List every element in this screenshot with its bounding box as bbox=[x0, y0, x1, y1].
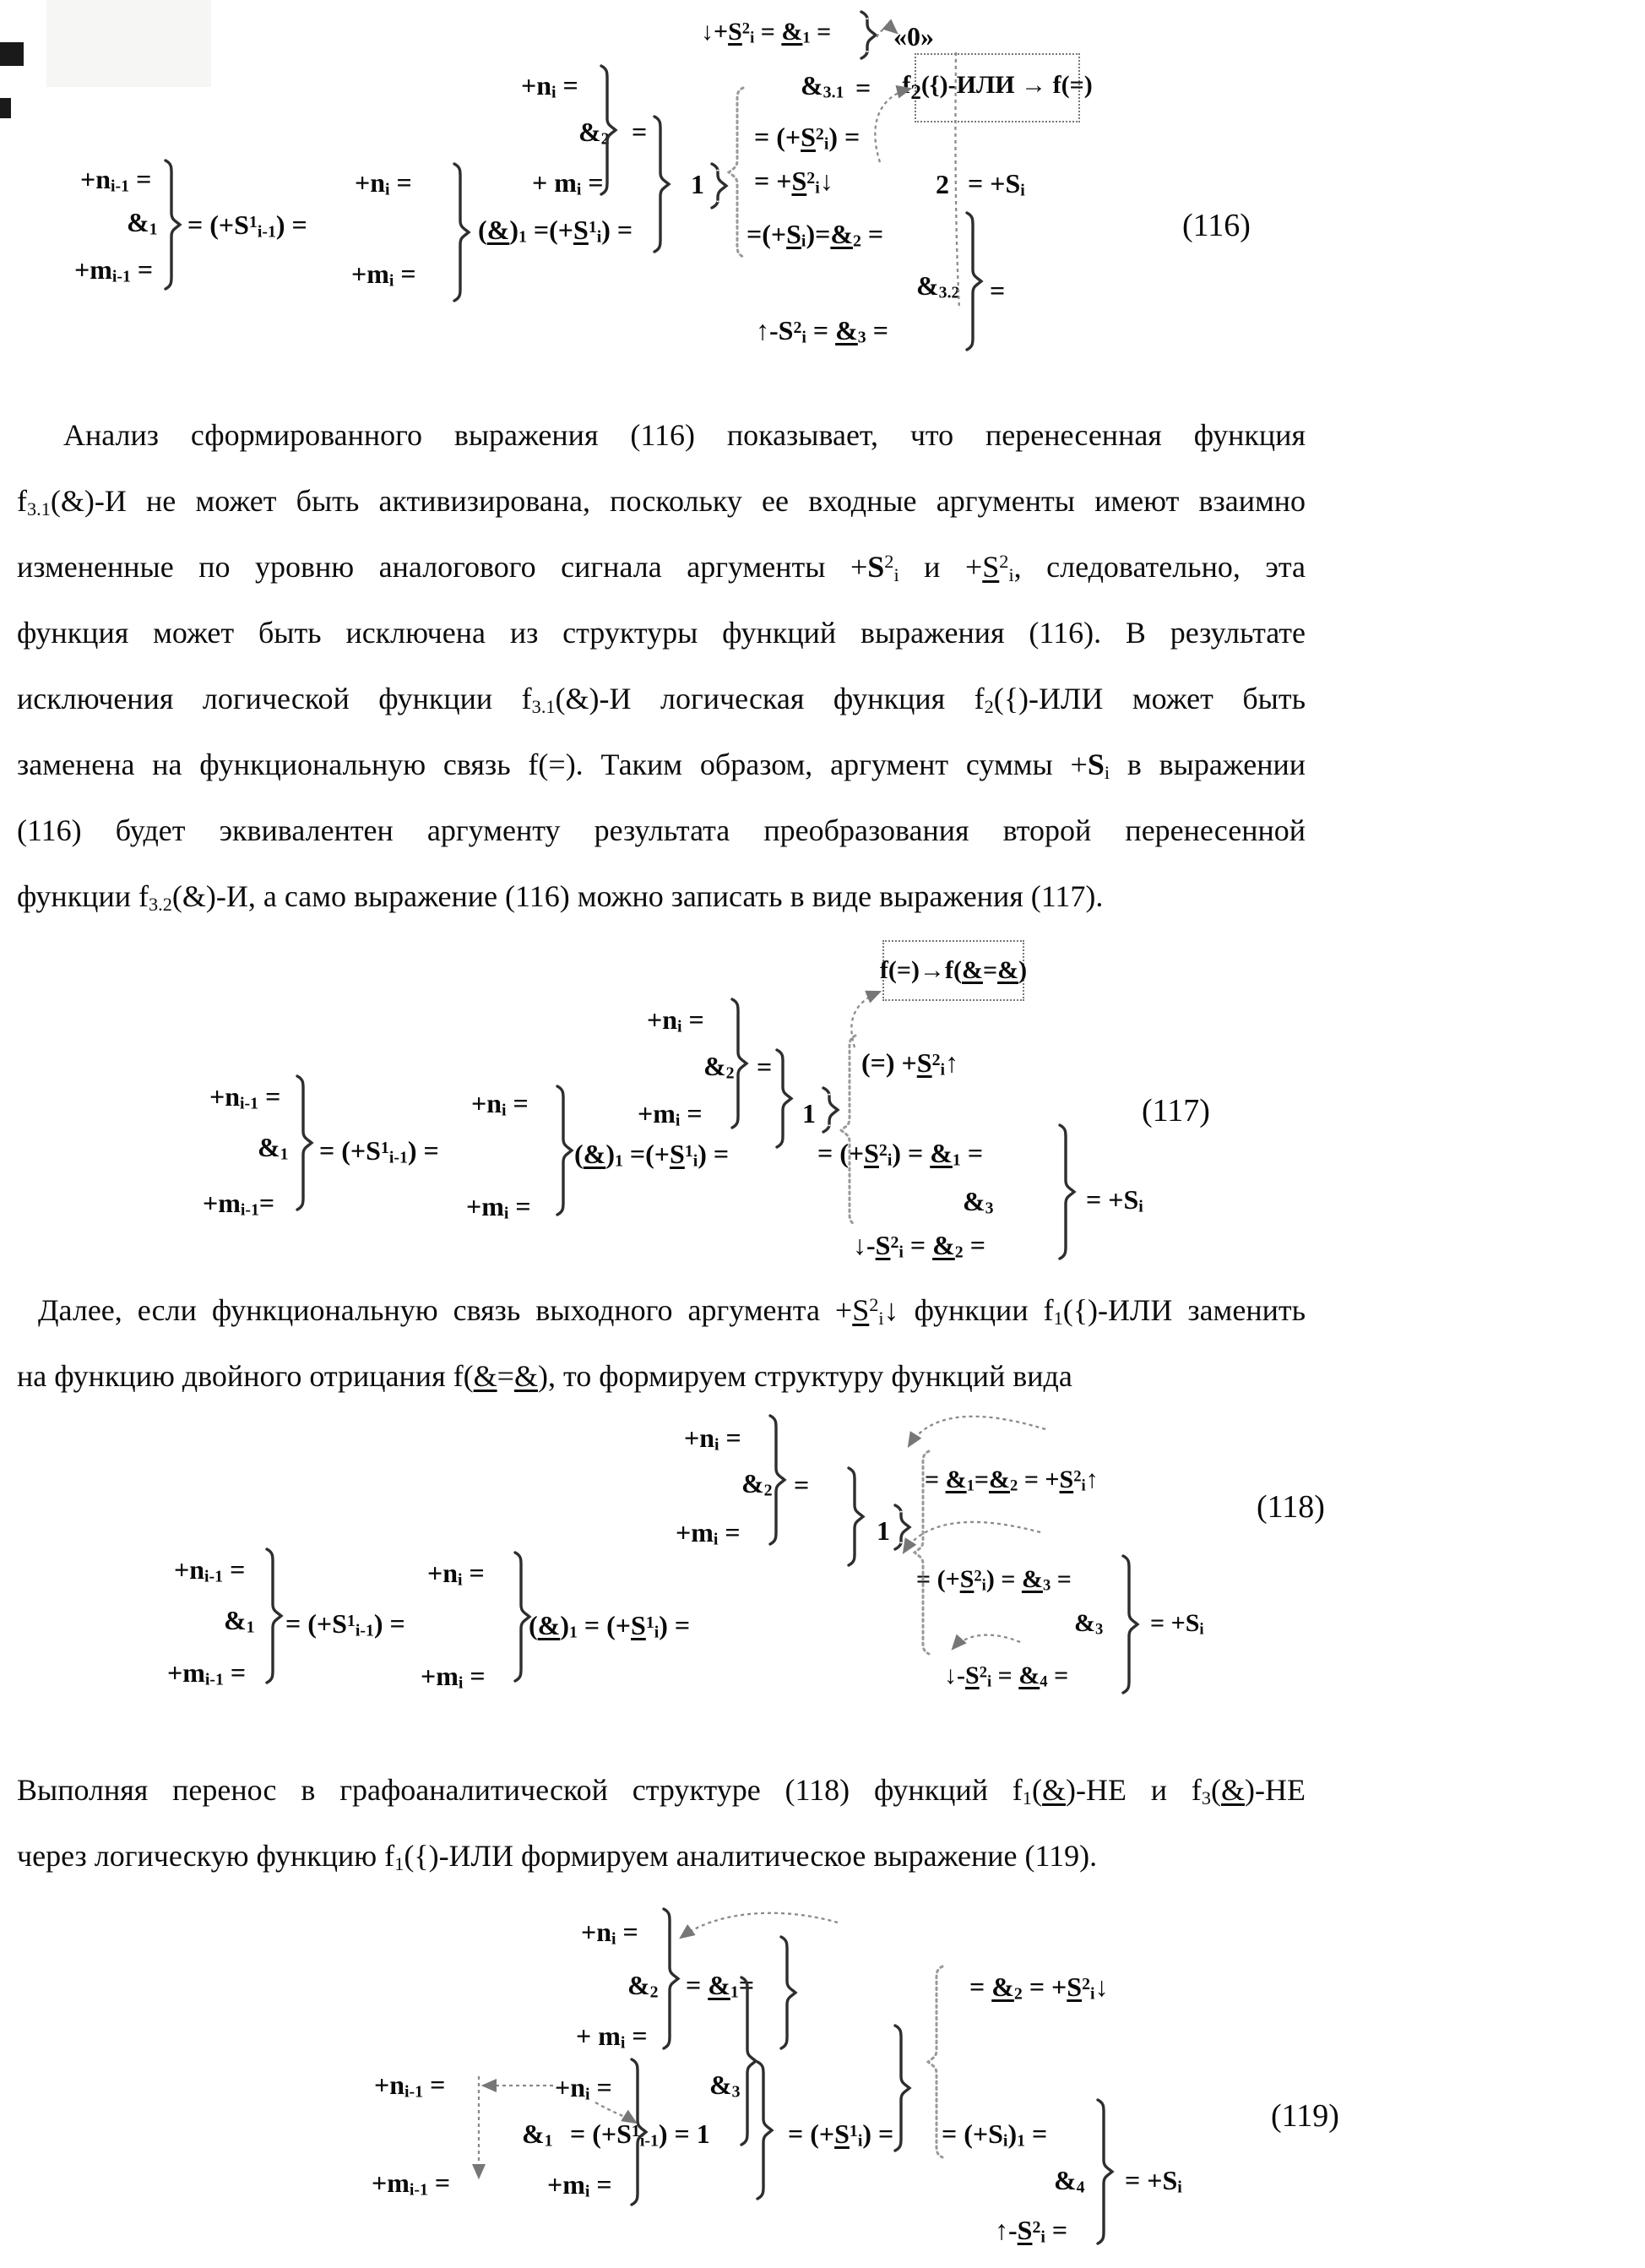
formula-token: $\&_3$ bbox=[709, 2069, 741, 2102]
curly-brace bbox=[515, 1553, 529, 1681]
formula-token: = $(+S^1_i)$ = bbox=[788, 2118, 894, 2151]
formula-token: 2 bbox=[936, 169, 949, 199]
paragraph-line: исключения логической функции $f_{3.1}(\&)-И$ логическая функция $f_2(\{)$-ИЛИ может быть bbox=[17, 682, 1306, 718]
equation-number: (117) bbox=[1142, 1093, 1210, 1129]
formula-token: $+m_i$ = bbox=[421, 1661, 486, 1693]
formula-token: $+n_i$ = bbox=[647, 1004, 704, 1036]
formula-token: (=) $+S^2_i↑$ bbox=[861, 1047, 959, 1080]
formula-token: $\&_{3.1}$ bbox=[801, 70, 844, 102]
curly-brace bbox=[777, 1050, 791, 1147]
formula-token: = $(+S^1_{i-1})$ = bbox=[319, 1135, 439, 1167]
formula-token: $+n_i$ = bbox=[471, 1088, 529, 1120]
paragraph-line: функция может быть исключена из структуры функций выражения (116). В результате bbox=[17, 616, 1306, 650]
formula-token: $\&_3$ bbox=[1074, 1609, 1104, 1639]
paragraph-line: заменена на функциональную связь f(=). Таким образом, аргумент суммы $+S_i$ в выражении bbox=[17, 748, 1306, 784]
formula-token: $+n_i$ = bbox=[427, 1558, 485, 1590]
formula-token: = bbox=[632, 117, 648, 147]
curly-brace bbox=[823, 1088, 838, 1132]
formula-token: = $(+S^2_i)$ = $\&_3$ = bbox=[916, 1565, 1072, 1595]
annotation-text: $f_2(\{)$-ИЛИ → f(=) bbox=[902, 71, 1093, 104]
formula-token: $+m_i$ = bbox=[676, 1517, 741, 1549]
formula-token: = $+S_i$ bbox=[968, 168, 1025, 200]
formula-token: $+m_{i-1}=$ bbox=[203, 1188, 275, 1220]
curly-brace bbox=[664, 1909, 678, 2048]
paragraph-line: на функцию двойного отрицания f(&=&), то формируем структуру функций вида bbox=[17, 1359, 1072, 1393]
formula-token: $+n_i$ = bbox=[684, 1422, 741, 1455]
curly-brace bbox=[267, 1549, 281, 1683]
curly-brace bbox=[781, 1937, 795, 2048]
scan-artifact bbox=[46, 0, 211, 87]
formula-token: = bbox=[855, 73, 871, 103]
formula-token: = $+S_i$ bbox=[1086, 1184, 1143, 1216]
curly-brace bbox=[1060, 1125, 1074, 1259]
formula-token: $(\&)_1 =(+S^1_i)$ = bbox=[574, 1139, 730, 1171]
formula-token: $\&_3$ bbox=[963, 1186, 994, 1218]
curly-brace bbox=[741, 1977, 756, 2145]
equation-number: (116) bbox=[1182, 208, 1251, 243]
dotted-brace bbox=[928, 1966, 942, 2157]
formula-token: $+n_i$ = bbox=[521, 70, 578, 102]
paragraph-line: $f_{3.1}(\&)-И$ не может быть активизирована, поскольку ее входные аргументы имеют взаимно bbox=[17, 484, 1306, 520]
formula-token: 1 bbox=[691, 169, 704, 199]
formula-token: = $(+S_i)_1$ = bbox=[942, 2118, 1048, 2151]
formula-token: + $m_i$ = bbox=[576, 2021, 648, 2053]
curly-brace bbox=[895, 2026, 909, 2151]
formula-token: $\&_1$ bbox=[522, 2118, 553, 2151]
paragraph-line: измененные по уровню аналогового сигнала аргументы $+S^2_i$ $и +S^2_i$, следовательно, эта bbox=[17, 550, 1306, 586]
formula-token: $\&_2$ bbox=[741, 1468, 773, 1500]
formula-token: = $\&_1=\&_2$ = $+S^2_i↑$ bbox=[925, 1466, 1099, 1495]
curly-brace bbox=[654, 117, 669, 252]
dashed-arrow bbox=[904, 1522, 1040, 1553]
formula-token: $+m_{i-1}$ = bbox=[167, 1657, 247, 1689]
paragraph-line: Выполняя перенос в графоаналитической структуре (118) функций $f_1(\&)-НЕ$ и $f_3(\&)-НЕ$ bbox=[17, 1773, 1306, 1809]
formula-token: $\&_2$ bbox=[578, 117, 610, 149]
paragraph-line: Анализ сформированного выражения (116) показывает, что перенесенная функция bbox=[63, 418, 1306, 452]
formula-token: $+n_{i-1}$ = bbox=[209, 1081, 281, 1113]
formula-token: 1 bbox=[802, 1098, 816, 1129]
formula-token: $+n_i$ = bbox=[355, 167, 412, 199]
formula-token: = $\&_1=$ bbox=[686, 1970, 755, 2002]
curly-brace bbox=[895, 1505, 909, 1549]
equation-number: (118) bbox=[1257, 1489, 1325, 1525]
formula-token: $+m_i$ = bbox=[351, 258, 416, 291]
formula-token: = $\&_2$ = $+S^2_i↓$ bbox=[969, 1972, 1109, 2004]
formula-token: $\&_2$ bbox=[703, 1051, 735, 1083]
equation-number: (119) bbox=[1271, 2098, 1339, 2134]
formula-token: $(\&)_1 = (+S^1_i)$ = bbox=[529, 1610, 691, 1642]
paragraph-line: Далее, если функциональную связь выходного аргумента $+S^2_i↓$ функции $f_1(\{)$-ИЛИ заменить bbox=[38, 1293, 1306, 1330]
curly-brace bbox=[557, 1086, 572, 1215]
formula-token: = $(+S^2_i)$ = bbox=[754, 122, 861, 154]
annotation-text: f(=)→f(&=&) bbox=[879, 956, 1028, 984]
paragraph-line: функции $f_{3.2}(\&)-И$, а само выражение (116) можно записать в виде выражения (117). bbox=[17, 879, 1104, 916]
curly-brace bbox=[1123, 1556, 1137, 1693]
formula-token: $+n_i$ = bbox=[581, 1917, 638, 1949]
formula-token: $(\&)_1 =(+S^1_i)$ = bbox=[478, 215, 633, 247]
formula-token: $+m_i$ = bbox=[547, 2169, 612, 2201]
dashed-arrow bbox=[681, 1913, 838, 1938]
f-equal-annotation-box bbox=[879, 940, 1028, 1001]
dashed-arrow bbox=[851, 992, 880, 1047]
dashed-arrow bbox=[909, 1417, 1045, 1446]
formula-token: $+n_i$ = bbox=[555, 2072, 612, 2104]
dotted-brace bbox=[841, 1036, 855, 1225]
formula-token: $+m_i$ = bbox=[466, 1191, 531, 1223]
formula-token: = bbox=[757, 1052, 773, 1082]
paragraph-line: через логическую функцию $f_1(\{)$-ИЛИ формируем аналитическое выражение (119). bbox=[17, 1839, 1098, 1875]
formula-token: $+n_{i-1}$ = bbox=[174, 1554, 246, 1586]
formula-token: «0» bbox=[893, 21, 934, 52]
formula-token: $↓+S^2_i$ = $\&_1$ = bbox=[701, 18, 832, 47]
formula-token: $↓-S^2_i$ = $\&_4$ = bbox=[944, 1662, 1069, 1691]
formula-token: $+n_{i-1}$ = bbox=[374, 2069, 446, 2102]
formula-token: $=(+S_i)=\&_2$ = bbox=[746, 219, 884, 251]
formula-token: $\&_1$ bbox=[224, 1605, 255, 1637]
formula-token: = bbox=[794, 1470, 810, 1500]
formula-token: $+m_i$ = bbox=[638, 1098, 703, 1130]
formula-token: $\&_4$ bbox=[1054, 2165, 1085, 2197]
formula-token: = $+S_i$ bbox=[1125, 2165, 1182, 2197]
formula-token: = $(+S^1_{i-1})$ = bbox=[187, 209, 307, 242]
formula-token: 1 bbox=[877, 1515, 890, 1546]
curly-brace bbox=[849, 1468, 863, 1565]
formula-token: = $+S^2_i↓$ bbox=[754, 166, 833, 198]
formula-token: = $(+S^1_{i-1}) = 1$ bbox=[570, 2118, 710, 2151]
formula-token: = $(+S^1_{i-1})$ = bbox=[285, 1608, 405, 1640]
formula-token: $+n_{i-1}$ = bbox=[80, 164, 152, 196]
dotted-brace bbox=[729, 88, 743, 257]
curly-brace bbox=[757, 2062, 772, 2199]
formula-token: $↑-S^2_i$ = bbox=[995, 2215, 1068, 2247]
formula-token: $\&_1$ bbox=[127, 207, 158, 239]
formula-token: $+m_{i-1}$ = bbox=[74, 254, 154, 286]
scan-artifact bbox=[0, 42, 24, 66]
curly-brace bbox=[166, 160, 180, 289]
formula-token: $↑-S^2_i$ = $\&_3$ = bbox=[756, 315, 888, 347]
formula-token: $\&_1$ bbox=[258, 1132, 289, 1164]
curly-brace bbox=[861, 12, 876, 58]
f2-or-annotation-box bbox=[902, 53, 1093, 122]
curly-brace bbox=[712, 164, 726, 208]
formula-token: = $(+S^2_i)$ = $\&_1$ = bbox=[817, 1138, 984, 1170]
formula-token: = bbox=[990, 275, 1006, 306]
formula-token: + $m_i$ = bbox=[532, 167, 604, 199]
curly-brace bbox=[1098, 2100, 1112, 2244]
formula-token: $+m_{i-1}$ = bbox=[372, 2167, 451, 2200]
curly-brace bbox=[454, 164, 469, 301]
formula-token: $\&_2$ bbox=[627, 1970, 659, 2002]
scan-artifact bbox=[0, 98, 11, 118]
formula-token: $↓-S^2_i$ = $\&_2$ = bbox=[853, 1230, 985, 1262]
paragraph-line: (116) будет эквивалентен аргументу результата преобразования второй перенесенной bbox=[17, 813, 1306, 847]
dashed-arrow bbox=[953, 1635, 1020, 1649]
curly-brace bbox=[967, 213, 981, 350]
curly-brace bbox=[297, 1076, 312, 1210]
formula-token: $\&_{3.2}$ bbox=[916, 270, 960, 302]
formula-token: = $+S_i$ bbox=[1150, 1609, 1204, 1639]
